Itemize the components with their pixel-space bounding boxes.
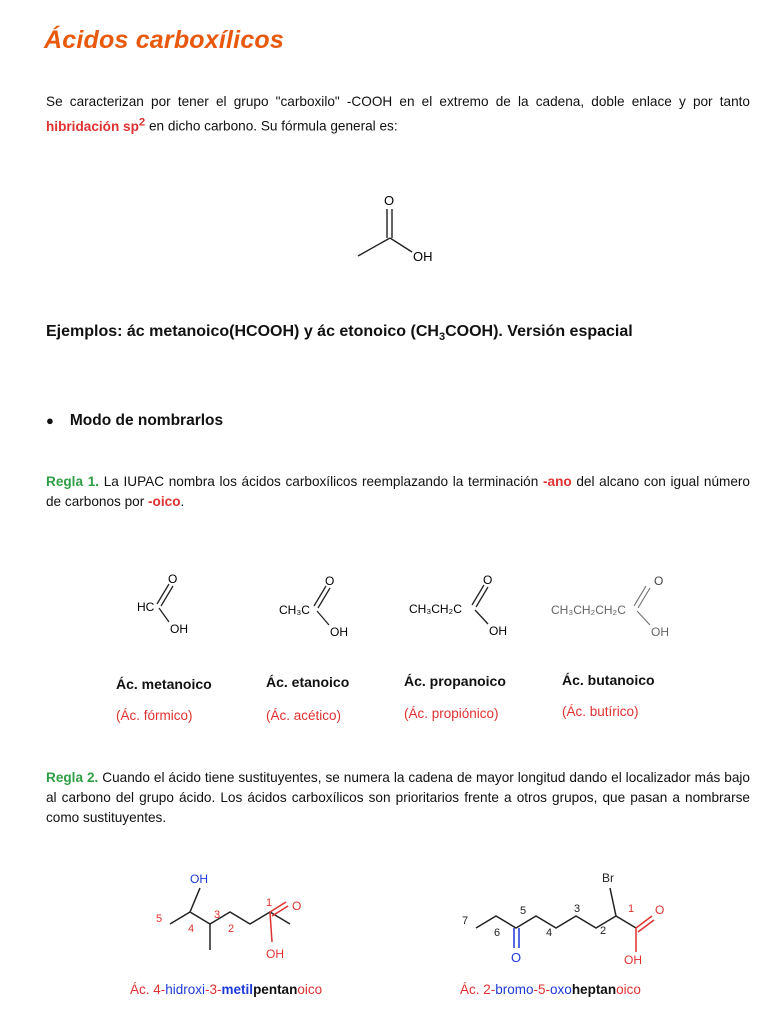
molecule-name-butanoico: Ác. butanoico: [562, 672, 655, 688]
molecule-propanoico: [406, 570, 518, 642]
locant-4: 4: [188, 923, 195, 935]
structure-hydroxy-methylpentanoic-acid: [150, 866, 320, 970]
label-o: O: [655, 903, 665, 917]
locant-5: 5: [156, 913, 163, 925]
caption-structure-1: [130, 982, 322, 997]
intro-text-2: en dicho carbono. Su fórmula general es:: [145, 118, 398, 134]
molecule-name-etanoico: Ác. etanoico: [266, 674, 350, 690]
label-br: Br: [602, 871, 614, 885]
examples-subscript: 3: [438, 331, 446, 344]
rule-2-label: Regla 2.: [46, 770, 99, 785]
examples-suffix: COOH). Versión espacial: [445, 323, 633, 340]
label-o: O: [384, 193, 395, 208]
label-o-ketone: O: [511, 950, 522, 965]
caption-1-oico: oico: [297, 982, 323, 997]
locant-3: 3: [214, 909, 221, 921]
rule-2-text: Cuando el ácido tiene sustituyentes, se numera la cadena de mayor longitud dando el localizador más bajo al carbono del grupo ácido. Los ácidos carboxílicos son prioritarios frente a otros grupos, que pasan a nombrarse como sustituyentes.: [46, 770, 750, 825]
locant-7: 7: [462, 915, 469, 927]
locant-5: 5: [520, 905, 527, 917]
locant-1: 1: [266, 897, 273, 909]
intro-highlight: [46, 116, 146, 134]
bond-c-oh: [390, 238, 412, 252]
molecule-butanoico: [548, 570, 688, 642]
formula-main: CH₃C: [279, 603, 310, 617]
intro-superscript: 2: [138, 116, 146, 128]
label-oh: OH: [651, 625, 669, 639]
formula-main: CH₃CH₂C: [409, 602, 462, 616]
molecule-name-propanoico: Ác. propanoico: [404, 673, 506, 689]
caption-structure-2: [460, 982, 641, 997]
locant-2: 2: [228, 923, 235, 935]
label-oh-substituent: OH: [190, 872, 208, 886]
caption-1-hidroxi: hidroxi: [165, 982, 206, 997]
label-oh: OH: [624, 953, 642, 967]
locant-4: 4: [546, 927, 553, 939]
examples-prefix: Ejemplos: ác metanoico(HCOOH) y ác etonoico (CH: [46, 323, 439, 340]
label-o: O: [325, 574, 335, 588]
label-oh: OH: [266, 947, 284, 961]
formula-main: HC: [137, 600, 155, 614]
label-o: O: [654, 574, 664, 588]
locant-2: 2: [600, 925, 607, 937]
locant-6: 6: [494, 927, 501, 939]
label-oh: OH: [170, 622, 188, 636]
label-o: O: [168, 572, 178, 586]
rule-1-paragraph: [46, 472, 750, 512]
molecule-common-butirico: (Ác. butírico): [562, 704, 639, 719]
molecule-common-propionico: (Ác. propiónico): [404, 706, 499, 721]
rule-1-label: Regla 1.: [46, 474, 100, 489]
label-oh: OH: [413, 249, 433, 264]
bullet-icon: ●: [46, 413, 54, 428]
intro-highlight-text: hibridación sp: [46, 118, 139, 134]
caption-1-metil: metil: [221, 982, 254, 997]
general-formula-structure: [350, 188, 450, 268]
caption-2-oxo: oxo: [550, 982, 572, 997]
caption-1-pentan: pentan: [253, 982, 298, 997]
caption-1-prefix: Ác. 4-: [130, 982, 166, 997]
page-title: Ácidos carboxílicos: [44, 26, 284, 54]
label-o: O: [292, 899, 302, 913]
label-o: O: [483, 573, 493, 587]
caption-2-bromo: bromo: [495, 982, 534, 997]
bond-ch3: [358, 238, 390, 256]
rule-1-text-1: La IUPAC nombra los ácidos carboxílicos reemplazando la terminación: [99, 474, 543, 489]
intro-text-1: Se caracterizan por tener el grupo "carboxilo" -COOH en el extremo de la cadena, doble enlace y por tanto: [46, 94, 750, 109]
formula-main: CH₃CH₂CH₂C: [551, 603, 626, 617]
caption-2-locant: -5-: [533, 982, 551, 997]
caption-2-prefix: Ác. 2-: [460, 982, 496, 997]
section-heading: [46, 412, 223, 430]
rule-2-paragraph: [46, 768, 750, 828]
locant-1: 1: [628, 903, 635, 915]
label-oh: OH: [330, 625, 348, 639]
section-heading-text: Modo de nombrarlos: [69, 412, 224, 429]
examples-line: [46, 323, 633, 343]
rule-1-term-oico: -oico: [148, 494, 181, 509]
molecule-metanoico: [132, 570, 222, 642]
label-oh: OH: [489, 624, 507, 638]
locant-3: 3: [574, 903, 581, 915]
rule-1-term-ano: -ano: [542, 474, 572, 489]
caption-1-locant: -3-: [205, 982, 222, 997]
molecule-common-acetico: (Ác. acético): [266, 708, 342, 723]
rule-1-text-3: .: [180, 494, 185, 509]
intro-paragraph: [46, 92, 750, 137]
structure-bromo-oxoheptanoic-acid: [452, 864, 672, 968]
molecule-name-metanoico: Ác. metanoico: [116, 676, 212, 692]
molecule-common-formico: (Ác. fórmico): [116, 708, 193, 723]
caption-2-heptan: heptan: [571, 982, 617, 997]
caption-2-oico: oico: [616, 982, 641, 997]
rule-1-text-2: del alcano con igual número de carbonos por: [46, 474, 750, 509]
molecule-etanoico: [276, 570, 376, 642]
